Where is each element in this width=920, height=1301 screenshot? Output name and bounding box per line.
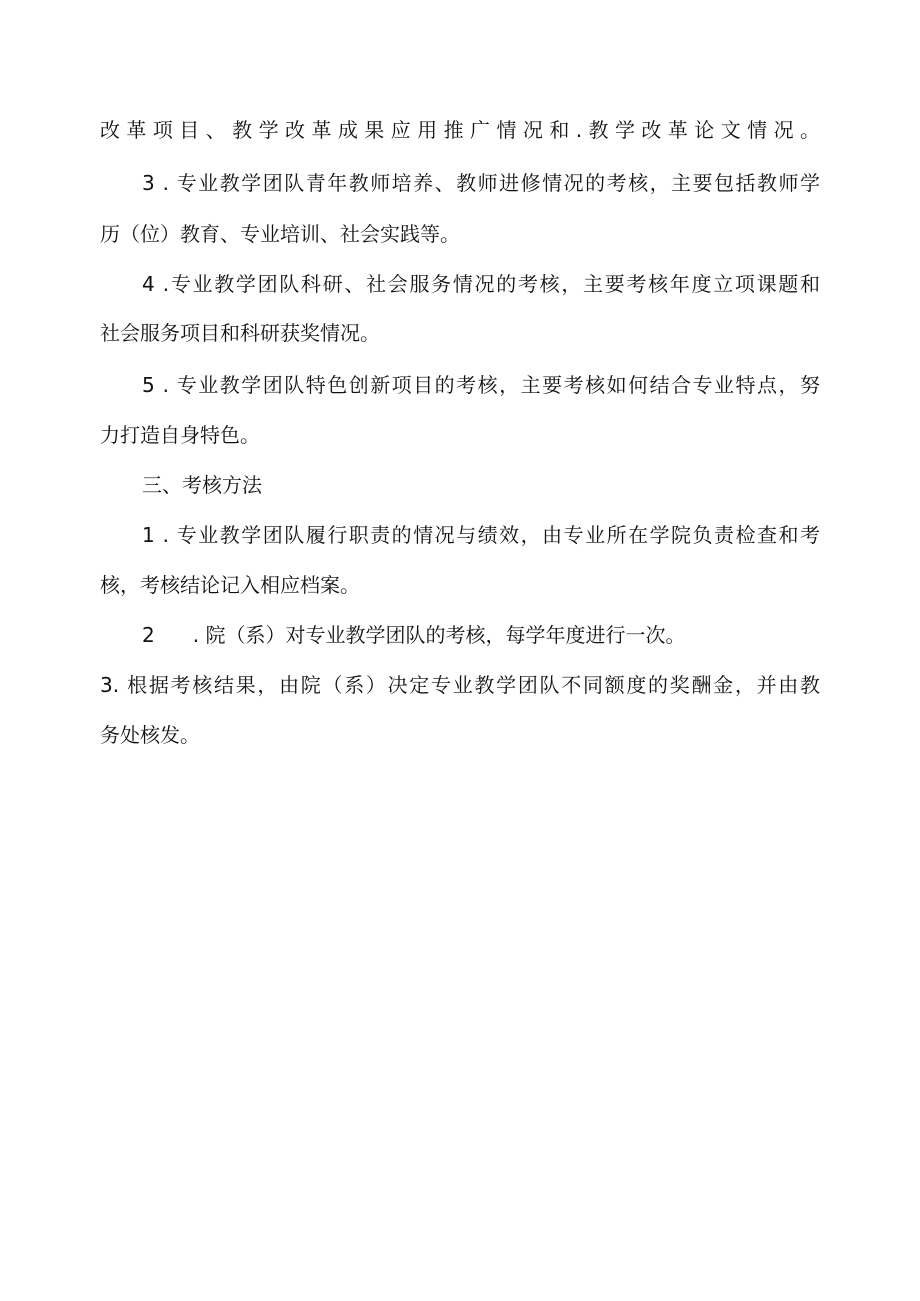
text-line: 历（位）教育、专业培训、社会实践等。 xyxy=(100,222,460,246)
text-line: 3. 根据考核结果，由院（系）决定专业教学团队不同额度的奖酬金，并由教 xyxy=(100,673,820,697)
item-text: . 院（系）对专业教学团队的考核，每学年度进行一次。 xyxy=(192,623,686,647)
text-line: 5 . 专业教学团队特色创新项目的考核，主要考核如何结合专业特点，努 xyxy=(142,373,820,397)
text-line: 核，考核结论记入相应档案。 xyxy=(100,573,360,597)
text-line: 力打造自身特色。 xyxy=(100,423,260,447)
numbered-line xyxy=(142,622,820,648)
text-line: 务处核发。 xyxy=(100,723,200,747)
text-line: 4 .专业教学团队科研、社会服务情况的考核，主要考核年度立项课题和 xyxy=(142,272,820,296)
text-line: 3 . 专业教学团队青年教师培养、教师进修情况的考核，主要包括教师学 xyxy=(142,171,820,195)
item-number: 2 xyxy=(142,623,155,647)
text-line: 1 . 专业教学团队履行职责的情况与绩效，由专业所在学院负责检查和考 xyxy=(142,523,820,547)
section-heading: 三、考核方法 xyxy=(142,473,262,497)
text-line: 改革项目、教学改革成果应用推广情况和.教学改革论文情况。 xyxy=(100,118,820,142)
text-line: 社会服务项目和科研获奖情况。 xyxy=(100,321,380,345)
